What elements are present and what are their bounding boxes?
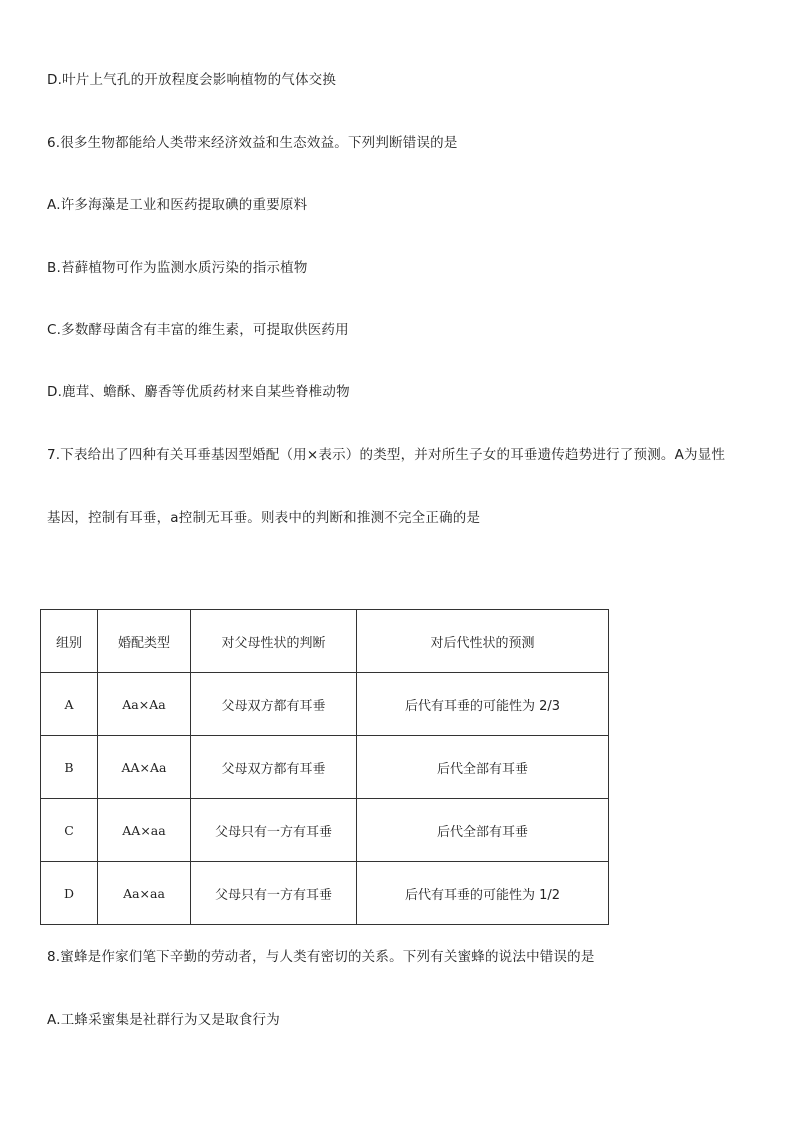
row-b-offspring: 后代全部有耳垂 xyxy=(357,736,609,799)
header-group: 组别 xyxy=(41,610,98,673)
row-a-group: A xyxy=(41,673,98,736)
q6-stem: 6.很多生物都能给人类带来经济效益和生态效益。下列判断错误的是 xyxy=(47,135,458,151)
q8-option-a: A.工蜂采蜜集是社群行为又是取食行为 xyxy=(47,1012,280,1028)
row-c-mating: AA×aa xyxy=(98,799,191,862)
row-c-parents: 父母只有一方有耳垂 xyxy=(191,799,357,862)
q7-stem-line-2: 基因，控制有耳垂，a控制无耳垂。则表中的判断和推测不完全正确的是 xyxy=(47,510,481,526)
table-row xyxy=(41,736,609,799)
table-row xyxy=(41,799,609,862)
table-header-row xyxy=(41,610,609,673)
table-row xyxy=(41,673,609,736)
row-b-group: B xyxy=(41,736,98,799)
row-b-mating: AA×Aa xyxy=(98,736,191,799)
header-mating: 婚配类型 xyxy=(98,610,191,673)
row-b-parents: 父母双方都有耳垂 xyxy=(191,736,357,799)
header-offspring: 对后代性状的预测 xyxy=(357,610,609,673)
row-d-group: D xyxy=(41,862,98,925)
row-d-mating: Aa×aa xyxy=(98,862,191,925)
table-row xyxy=(41,862,609,925)
q5-option-d: D.叶片上气孔的开放程度会影响植物的气体交换 xyxy=(47,72,337,88)
row-a-offspring: 后代有耳垂的可能性为 2/3 xyxy=(357,673,609,736)
q7-table xyxy=(40,609,609,925)
q7-stem-line-1: 7.下表给出了四种有关耳垂基因型婚配（用×表示）的类型，并对所生子女的耳垂遗传趋势进行了预测。A为显性 xyxy=(47,447,726,463)
q6-option-d: D.鹿茸、蟾酥、麝香等优质药材来自某些脊椎动物 xyxy=(47,384,350,400)
row-a-parents: 父母双方都有耳垂 xyxy=(191,673,357,736)
q6-option-b: B.苔藓植物可作为监测水质污染的指示植物 xyxy=(47,260,308,276)
row-d-offspring: 后代有耳垂的可能性为 1/2 xyxy=(357,862,609,925)
q8-stem: 8.蜜蜂是作家们笔下辛勤的劳动者，与人类有密切的关系。下列有关蜜蜂的说法中错误的是 xyxy=(47,949,595,965)
header-parents: 对父母性状的判断 xyxy=(191,610,357,673)
q6-option-a: A.许多海藻是工业和医药提取碘的重要原料 xyxy=(47,197,308,213)
q6-option-c: C.多数酵母菌含有丰富的维生素，可提取供医药用 xyxy=(47,322,349,338)
row-a-mating: Aa×Aa xyxy=(98,673,191,736)
row-d-parents: 父母只有一方有耳垂 xyxy=(191,862,357,925)
row-c-offspring: 后代全部有耳垂 xyxy=(357,799,609,862)
row-c-group: C xyxy=(41,799,98,862)
